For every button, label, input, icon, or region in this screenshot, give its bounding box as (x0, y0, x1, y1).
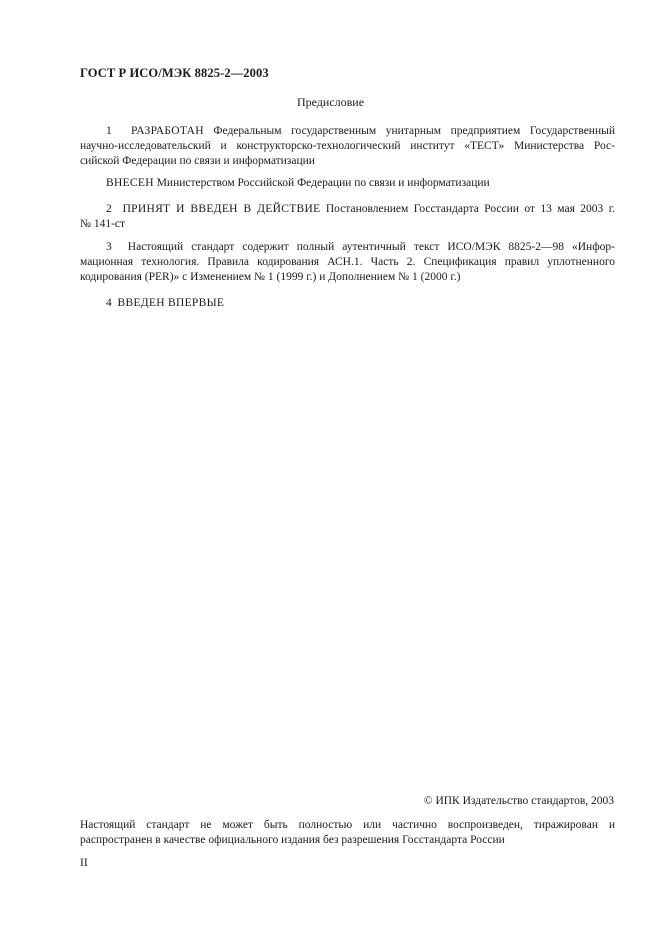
paragraph-line (80, 124, 615, 139)
paragraph-text: сийской Федерации по связи и информатизации (80, 155, 315, 167)
paragraph-authentic-text (80, 240, 615, 285)
paragraph-number: 3 (106, 241, 112, 253)
paragraph-adopted (80, 202, 615, 232)
notice-text: распространен в качестве официального издания без разрешения Госстандарта России (80, 834, 505, 846)
paragraph-text: № 141-ст (80, 218, 126, 230)
paragraph-text: мационная технология. Правила кодирования АСН.1. Часть 2. Спецификация правил уплотненного (80, 256, 615, 268)
paragraph-text: Министерством Российской Федерации по связи и информатизации (156, 177, 490, 189)
paragraph-line (80, 202, 615, 217)
paragraph-text: Настоящий стандарт содержит полный аутентичный текст ИСО/МЭК 8825-2—98 «Инфор- (127, 241, 615, 253)
section-title: Предисловие (296, 95, 365, 109)
paragraph-submitted-by (80, 176, 615, 191)
paragraph-text: кодирования (PER)» с Изменением № 1 (1999 г.) и Дополнением № 1 (2000 г.) (80, 271, 461, 283)
paragraph-number: 4 (106, 297, 112, 309)
paragraph-developed-by (80, 124, 615, 169)
paragraph-number: 1 (106, 125, 112, 137)
document-designation: ГОСТ Р ИСО/МЭК 8825-2—2003 (80, 66, 269, 80)
paragraph-number: 2 (106, 203, 112, 215)
copyright-notice: © ИПК Издательство стандартов, 2003 (423, 795, 614, 807)
paragraph-line (80, 296, 615, 311)
paragraph-keyword: РАЗРАБОТАН (130, 125, 204, 137)
notice-text: Настоящий стандарт не может быть полностью или частично воспроизведен, тиражирован и (80, 819, 615, 831)
paragraph-text: Постановлением Госстандарта России от 13 мая 2003 г. (325, 203, 615, 215)
paragraph-line (80, 176, 615, 191)
page-number: II (80, 857, 88, 869)
paragraph-text: научно-исследовательский и конструкторско-технологический институт «ТЕСТ» Министерства Рос- (80, 140, 615, 152)
paragraph-line (80, 240, 615, 255)
paragraph-keyword: ПРИНЯТ И ВВЕДЕН В ДЕЙСТВИЕ (122, 203, 321, 215)
paragraph-text: Федеральным государственным унитарным предприятием Государственный (213, 125, 615, 137)
paragraph-first-introduced (80, 296, 615, 311)
paragraph-keyword: ВВЕДЕН ВПЕРВЫЕ (117, 297, 225, 309)
paragraph-keyword: ВНЕСЕН (106, 177, 154, 189)
reproduction-notice (80, 818, 615, 848)
